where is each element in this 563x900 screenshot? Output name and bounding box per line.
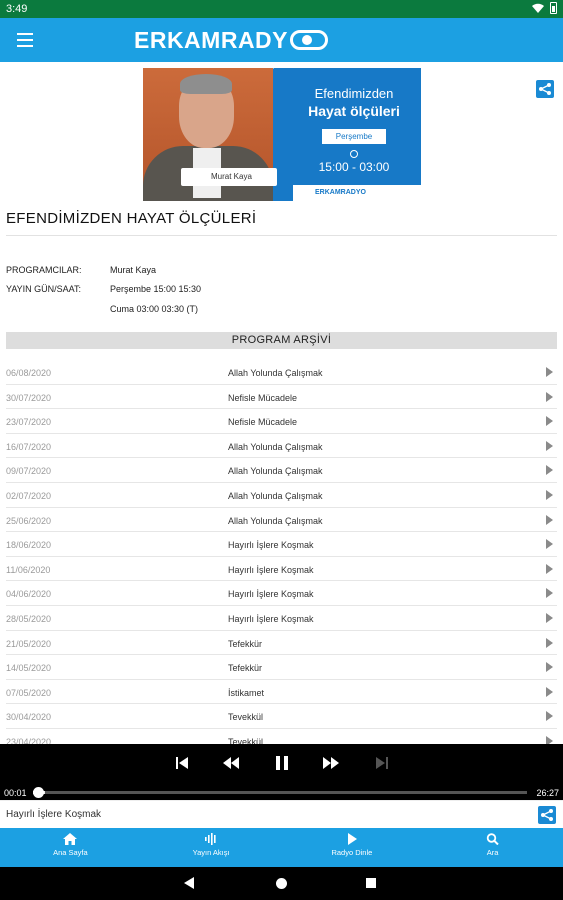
play-arrow-icon[interactable] — [546, 416, 553, 426]
archive-episode-title: Nefisle Mücadele — [228, 417, 298, 428]
archive-date: 23/07/2020 — [6, 417, 52, 428]
archive-episode-title: Allah Yolunda Çalışmak — [228, 368, 323, 378]
archive-date: 30/04/2020 — [6, 712, 52, 723]
archive-date: 25/06/2020 — [6, 515, 52, 526]
archive-row[interactable] — [6, 409, 557, 434]
play-arrow-icon[interactable] — [546, 490, 553, 500]
elapsed-time: 00:01 — [4, 788, 27, 798]
archive-row[interactable] — [6, 729, 557, 744]
waveform-icon — [204, 833, 218, 845]
archive-date: 06/08/2020 — [6, 368, 52, 378]
now-playing-title: Hayırlı İşlere Koşmak — [6, 809, 102, 820]
archive-episode-title: Tevekkül — [228, 712, 264, 723]
archive-date: 23/04/2020 — [6, 736, 52, 744]
archive-date: 09/07/2020 — [6, 466, 52, 477]
archive-episode-title: Nefisle Mücadele — [228, 392, 298, 403]
nav-listen-label: Radyo Dinle — [331, 848, 373, 857]
battery-icon — [550, 2, 557, 14]
play-icon — [345, 833, 359, 845]
archive-row[interactable] — [6, 385, 557, 410]
archive-episode-title: İstikamet — [228, 687, 265, 698]
archive-row[interactable] — [6, 434, 557, 459]
share-icon[interactable] — [538, 806, 556, 824]
skip-next-icon[interactable] — [374, 755, 390, 771]
archive-row[interactable] — [6, 483, 557, 508]
play-arrow-icon[interactable] — [546, 638, 553, 648]
home-button-icon[interactable] — [276, 878, 287, 889]
archive-row[interactable] — [6, 557, 557, 582]
banner-panel — [293, 76, 415, 174]
system-nav-bar — [0, 867, 563, 900]
archive-episode-title: Allah Yolunda Çalışmak — [228, 515, 323, 526]
nav-listen[interactable] — [282, 828, 423, 867]
app-bar — [0, 18, 563, 62]
audio-player — [0, 744, 563, 800]
archive-date: 21/05/2020 — [6, 638, 52, 649]
hosts-label: PROGRAMCILAR: — [6, 265, 82, 275]
archive-date: 04/06/2020 — [6, 589, 52, 600]
play-arrow-icon[interactable] — [546, 736, 553, 744]
duration-time: 26:27 — [536, 788, 559, 798]
nav-schedule[interactable] — [141, 828, 282, 867]
nav-search[interactable] — [422, 828, 563, 867]
play-arrow-icon[interactable] — [546, 662, 553, 672]
seek-knob[interactable] — [33, 787, 44, 798]
archive-heading: PROGRAM ARŞİVİ — [6, 332, 557, 349]
nav-search-label: Ara — [486, 848, 499, 857]
archive-row[interactable] — [6, 508, 557, 533]
play-arrow-icon[interactable] — [546, 392, 553, 402]
seek-bar[interactable] — [33, 791, 527, 794]
schedule-value-2: Cuma 03:00 03:30 (T) — [110, 304, 199, 314]
banner-hours: 15:00 - 03:00 — [318, 160, 390, 174]
play-arrow-icon[interactable] — [546, 588, 553, 598]
status-bar — [0, 0, 563, 18]
archive-episode-title: Allah Yolunda Çalışmak — [228, 441, 323, 452]
banner-line2: Hayat ölçüleri — [308, 103, 400, 119]
play-arrow-icon[interactable] — [546, 465, 553, 475]
archive-date: 28/05/2020 — [6, 613, 52, 624]
play-arrow-icon[interactable] — [546, 687, 553, 697]
host-name-tag: Murat Kaya — [181, 168, 277, 186]
now-playing-bar — [0, 800, 563, 828]
archive-row[interactable] — [6, 360, 557, 385]
recent-apps-icon[interactable] — [366, 878, 376, 888]
skip-previous-icon[interactable] — [174, 755, 190, 771]
archive-date: 18/06/2020 — [6, 540, 52, 551]
archive-date: 16/07/2020 — [6, 441, 52, 452]
play-arrow-icon[interactable] — [546, 515, 553, 525]
schedule-value-1: Perşembe 15:00 15:30 — [110, 284, 202, 294]
archive-episode-title: Hayırlı İşlere Koşmak — [228, 564, 314, 575]
hosts-value: Murat Kaya — [110, 265, 157, 275]
archive-episode-title: Allah Yolunda Çalışmak — [228, 466, 323, 477]
clock-icon — [350, 150, 358, 158]
archive-date: 07/05/2020 — [6, 687, 52, 698]
archive-date: 02/07/2020 — [6, 490, 52, 501]
archive-episode-title: Tefekkür — [228, 663, 263, 674]
wifi-icon — [532, 3, 544, 13]
archive-row[interactable] — [6, 581, 557, 606]
play-arrow-icon[interactable] — [546, 711, 553, 721]
back-icon[interactable] — [184, 877, 194, 889]
archive-episode-title: Hayırlı İşlere Koşmak — [228, 613, 314, 624]
banner-line1: Efendimizden — [314, 86, 394, 101]
archive-date: 30/07/2020 — [6, 392, 52, 403]
fast-forward-icon[interactable] — [322, 755, 340, 771]
archive-list — [6, 360, 557, 744]
archive-row[interactable] — [6, 680, 557, 705]
pause-icon[interactable] — [274, 755, 290, 771]
app-logo — [134, 28, 328, 52]
logo-ring-icon — [290, 30, 328, 50]
share-icon[interactable] — [536, 80, 554, 98]
nav-home[interactable] — [0, 828, 141, 867]
divider — [6, 235, 557, 236]
status-time: 3:49 — [6, 3, 28, 15]
nav-schedule-label: Yayın Akışı — [192, 848, 230, 857]
archive-row[interactable] — [6, 655, 557, 680]
home-icon — [63, 833, 77, 845]
archive-date: 11/06/2020 — [6, 564, 51, 575]
archive-row[interactable] — [6, 631, 557, 656]
archive-date: 14/05/2020 — [6, 663, 52, 674]
play-arrow-icon[interactable] — [546, 564, 553, 574]
menu-icon[interactable] — [17, 33, 33, 47]
host-photo — [143, 68, 273, 201]
archive-row[interactable] — [6, 458, 557, 483]
archive-episode-title: Tevekkül — [228, 736, 264, 744]
archive-episode-title: Tefekkür — [228, 638, 263, 649]
bottom-nav — [0, 828, 563, 867]
nav-home-label: Ana Sayfa — [53, 848, 88, 857]
banner-brand: ERKAMRADYO — [293, 185, 421, 201]
archive-episode-title: Hayırlı İşlere Koşmak — [228, 540, 314, 551]
status-icons — [532, 2, 557, 14]
program-banner — [143, 68, 421, 201]
schedule-label: YAYIN GÜN/SAAT: — [6, 284, 82, 294]
archive-episode-title: Allah Yolunda Çalışmak — [228, 490, 323, 501]
program-title: EFENDİMİZDEN HAYAT ÖLÇÜLERİ — [6, 210, 257, 227]
logo-text: ERKAMRADY — [134, 26, 288, 53]
archive-row[interactable] — [6, 704, 557, 729]
play-arrow-icon[interactable] — [546, 613, 553, 623]
archive-row[interactable] — [6, 606, 557, 631]
play-arrow-icon[interactable] — [546, 441, 553, 451]
play-arrow-icon[interactable] — [546, 367, 553, 377]
archive-row[interactable] — [6, 532, 557, 557]
archive-episode-title: Hayırlı İşlere Koşmak — [228, 589, 314, 600]
banner-day: Perşembe — [322, 129, 386, 144]
play-arrow-icon[interactable] — [546, 539, 553, 549]
search-icon — [486, 833, 500, 845]
rewind-icon[interactable] — [222, 755, 240, 771]
